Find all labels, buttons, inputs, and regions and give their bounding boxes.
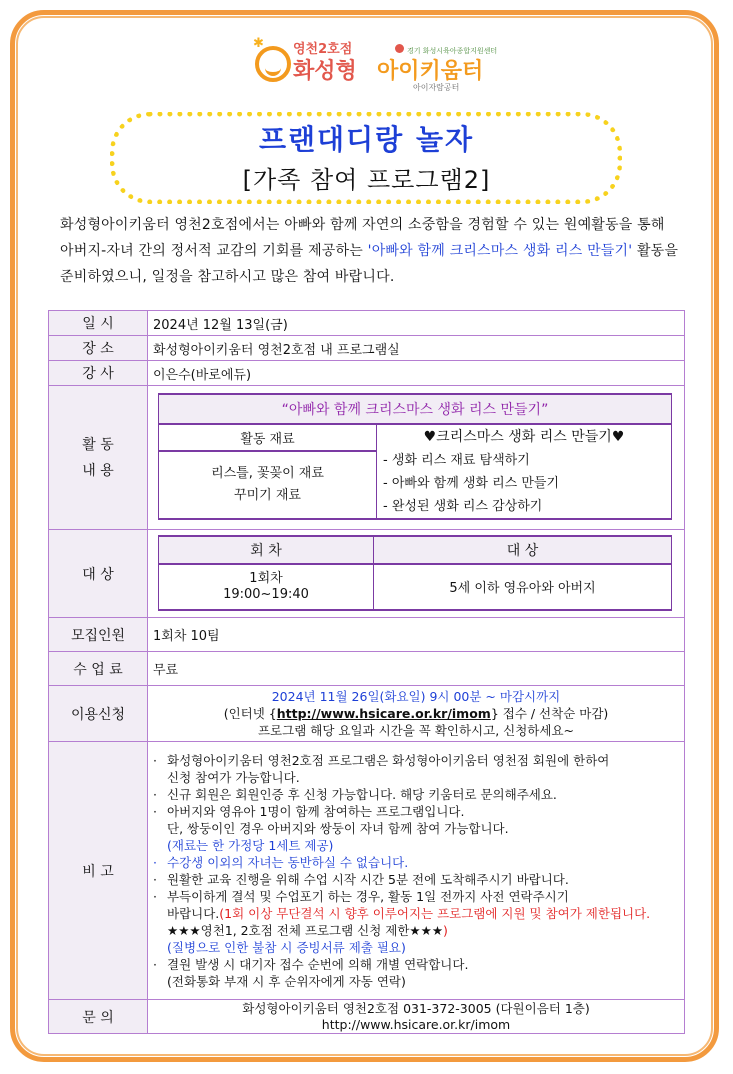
star-icon: ✱ bbox=[253, 36, 264, 51]
note-6c: (1회 이상 무단결석 시 향후 이루어지는 프로그램에 지원 및 참여가 제한됩니다. bbox=[219, 905, 651, 921]
target-table bbox=[158, 535, 672, 611]
logo-name-a: 화성형 bbox=[293, 59, 357, 84]
row-capacity bbox=[49, 618, 685, 652]
steps-header: ♥크리스마스 생화 리스 만들기♥ bbox=[423, 429, 625, 445]
activity-header-row bbox=[159, 424, 672, 451]
target-row bbox=[159, 564, 672, 610]
steps-cell bbox=[377, 424, 672, 519]
session-header: 회 차 bbox=[159, 536, 374, 564]
instructor-label: 강 사 bbox=[49, 361, 148, 386]
logo bbox=[253, 36, 498, 96]
capacity-label: 모집인원 bbox=[49, 618, 148, 652]
activity-label bbox=[49, 386, 148, 530]
note-6-warning bbox=[167, 905, 679, 939]
row-place bbox=[49, 336, 685, 361]
note-5: · 원활한 교육 진행을 위해 수업 시작 시간 5분 전에 도착해주시기 바랍니다. bbox=[153, 871, 569, 887]
apply-method-post: } 접수 / 선착순 마감) bbox=[490, 706, 609, 721]
materials-2: 꾸미기 재료 bbox=[234, 487, 301, 503]
apply-method bbox=[153, 705, 679, 722]
row-contact bbox=[49, 1000, 685, 1034]
intro-part1: 화성형아이키움터 영천2호점에서는 아빠와 함께 자연의 소중함을 경험할 수 있는 원예활동을 통해 아버지-자녀 간의 정서적 교감의 기회를 제공하는 bbox=[60, 217, 665, 259]
note-1: · 화성형아이키움터 영천2호점 프로그램은 화성형아이키움터 영천점 회원에 한하여 신청 참여가 가능합니다. bbox=[153, 752, 610, 785]
page-title: 프랜대디랑 놀자 bbox=[258, 123, 475, 156]
materials-header: 활동 재료 bbox=[159, 424, 377, 451]
row-activity bbox=[49, 386, 685, 530]
activity-heading: “아빠와 함께 크리스마스 생화 리스 만들기” bbox=[159, 394, 672, 424]
apply-label: 이용신청 bbox=[49, 686, 148, 742]
row-date bbox=[49, 311, 685, 336]
activity-label-2: 내 용 bbox=[82, 462, 114, 479]
row-instructor bbox=[49, 361, 685, 386]
note-6f: (질병으로 인한 불참 시 증빙서류 제출 필요) bbox=[167, 939, 406, 955]
note-7: · 결원 발생 시 대기자 접수 순번에 의해 개별 연락합니다. (전화통화 부재 시 후 순위자에게 자동 연락) bbox=[153, 956, 469, 989]
note-4-text: 수강생 이외의 자녀는 동반하실 수 없습니다. bbox=[167, 854, 409, 870]
session-cell bbox=[159, 564, 374, 610]
page-subtitle: [가족 참여 프로그램2] bbox=[242, 166, 491, 194]
audience-header: 대 상 bbox=[374, 536, 672, 564]
row-fee bbox=[49, 652, 685, 686]
info-table bbox=[48, 310, 685, 1034]
note-label: 비 고 bbox=[49, 742, 148, 1000]
apply-period: 2024년 11월 26일(화요일) 9시 00분 ~ 마감시까지 bbox=[271, 689, 561, 704]
contact-url[interactable]: http://www.hsicare.or.kr/imom bbox=[321, 1016, 511, 1032]
apply-cell bbox=[148, 686, 685, 742]
note-7a: 결원 발생 시 대기자 접수 순번에 의해 개별 연락합니다. bbox=[167, 956, 469, 972]
fee-value: 무료 bbox=[148, 652, 685, 686]
step-1: - 생화 리스 재료 탐색하기 bbox=[383, 453, 530, 468]
note-3c: (재료는 한 가정당 1세트 제공) bbox=[167, 837, 334, 853]
note-3a: 아버지와 영유아 1명이 함께 참여하는 프로그램입니다. bbox=[167, 803, 465, 819]
place-value: 화성형아이키움터 영천2호점 내 프로그램실 bbox=[148, 336, 685, 361]
note-7b: (전화통화 부재 시 후 순위자에게 자동 연락) bbox=[167, 973, 406, 989]
smile-logo-icon bbox=[255, 46, 291, 82]
step-3: - 완성된 생화 리스 감상하기 bbox=[383, 499, 543, 514]
fee-label: 수 업 료 bbox=[49, 652, 148, 686]
instructor-value: 이은수(바로에듀) bbox=[148, 361, 685, 386]
note-5-text: 원활한 교육 진행을 위해 수업 시작 시간 5분 전에 도착해주시기 바랍니다. bbox=[167, 871, 569, 887]
note-4: · 수강생 이외의 자녀는 동반하실 수 없습니다. bbox=[153, 854, 409, 870]
note-2-text: 신규 회원은 회원인증 후 신청 가능합니다. 해당 키움터로 문의해주세요. bbox=[167, 786, 557, 802]
note-6: · 부득이하게 결석 및 수업포기 하는 경우, 활동 1일 전까지 사전 연락주시기 바랍니다.(1회 이상 무단결석 시 향후 이루어지는 프로그램에 지원 및 참여가 제한됩니다. ★★★영천1, 2호점 전체 프로그램 신청 제한★★★) (질병으로 인한 불참 시 증빙서류 제출 필요) bbox=[153, 888, 679, 956]
target-header-row bbox=[159, 536, 672, 564]
note-6a: 부득이하게 결석 및 수업포기 하는 경우, 활동 1일 전까지 사전 연락주시기 bbox=[167, 888, 569, 904]
target-label: 대 상 bbox=[49, 530, 148, 618]
intro-paragraph bbox=[60, 212, 680, 290]
row-notes bbox=[49, 742, 685, 1000]
intro-highlight: '아빠와 함께 크리스마스 생화 리스 만들기' bbox=[367, 243, 633, 259]
note-6e: ) bbox=[443, 922, 448, 938]
notes-cell bbox=[148, 742, 685, 1000]
contact-info: 화성형아이키움터 영천2호점 031-372-3005 (다원이음터 1층) bbox=[242, 1000, 590, 1016]
note-6d: ★★★영천1, 2호점 전체 프로그램 신청 제한★★★ bbox=[167, 922, 444, 938]
date-value: 2024년 12월 13일(금) bbox=[148, 311, 685, 336]
logo-name-b: 아이키움터 bbox=[377, 59, 484, 84]
materials-1: 리스틀, 꽃꽂이 재료 bbox=[211, 465, 324, 481]
activity-heading-row bbox=[159, 394, 672, 424]
note-3b: 단, 쌍둥이인 경우 아버지와 쌍둥이 자녀 함께 참여 가능합니다. bbox=[167, 820, 509, 836]
apply-note: 프로그램 해당 요일과 시간을 꼭 확인하시고, 신청하세요~ bbox=[257, 723, 574, 738]
capacity-value: 1회차 10팀 bbox=[148, 618, 685, 652]
logo-branch: 영천2호점 bbox=[293, 42, 353, 57]
intro-part2: 활동을 준비하였으니, 일정을 참고하시고 많은 참여 바랍니다. bbox=[60, 243, 679, 285]
note-1a: 화성형아이키움터 영천2호점 프로그램은 화성형아이키움터 영천점 회원에 한하여 bbox=[167, 752, 610, 768]
target-cell bbox=[148, 530, 685, 618]
activity-cell bbox=[148, 386, 685, 530]
apply-link[interactable]: http://www.hsicare.or.kr/imom bbox=[276, 706, 491, 721]
date-label: 일 시 bbox=[49, 311, 148, 336]
activity-label-1: 활 동 bbox=[82, 436, 114, 453]
row-apply bbox=[49, 686, 685, 742]
logo-org: 경기 화성시육아종합지원센터 bbox=[407, 47, 498, 55]
logo-tagline: 아이자람공터 bbox=[413, 83, 460, 92]
apply-method-pre: (인터넷 { bbox=[223, 706, 277, 721]
audience-value: 5세 이하 영유아와 아버지 bbox=[374, 564, 672, 610]
note-3: · 아버지와 영유아 1명이 함께 참여하는 프로그램입니다. 단, 쌍둥이인 경우 아버지와 쌍둥이 자녀 함께 참여 가능합니다. (재료는 한 가정당 1세트 제공) bbox=[153, 803, 509, 853]
session-value: 1회차 bbox=[249, 570, 283, 586]
activity-table bbox=[158, 393, 672, 520]
step-2: - 아빠와 함께 생화 리스 만들기 bbox=[383, 476, 560, 491]
materials-cell bbox=[159, 451, 377, 519]
session-time: 19:00~19:40 bbox=[223, 586, 309, 602]
org-icon bbox=[395, 44, 404, 53]
note-1b: 신청 참여가 가능합니다. bbox=[167, 769, 300, 785]
contact-label: 문 의 bbox=[49, 1000, 148, 1034]
row-target bbox=[49, 530, 685, 618]
contact-cell bbox=[148, 1000, 685, 1034]
note-2: · 신규 회원은 회원인증 후 신청 가능합니다. 해당 키움터로 문의해주세요. bbox=[153, 786, 557, 802]
note-6b: 바랍니다. bbox=[167, 905, 220, 921]
place-label: 장 소 bbox=[49, 336, 148, 361]
